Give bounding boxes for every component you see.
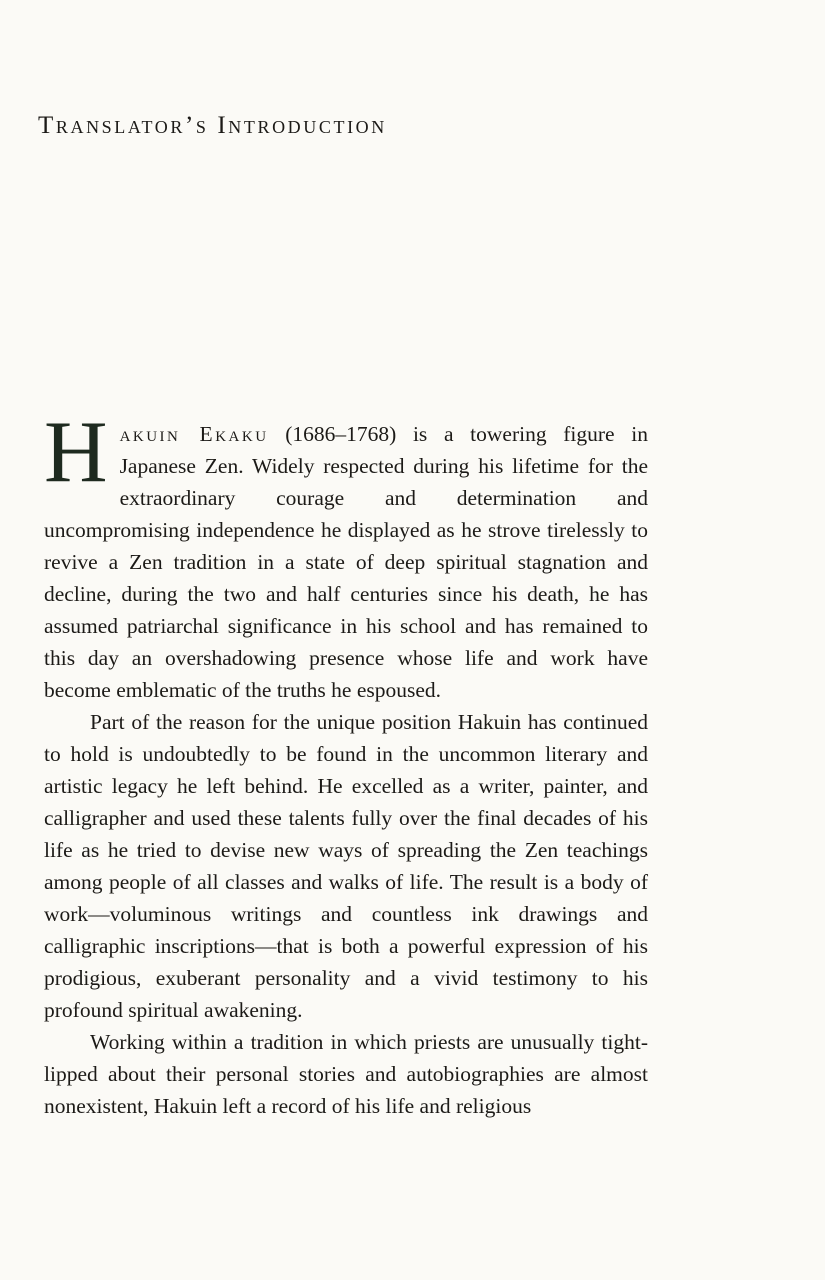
paragraph-2: Part of the reason for the unique position Hakuin has continued to hold is undoubtedly to be found in the uncommon literary and artistic legacy he left behind. He excelled as a writer, painter, and calligrapher and used these talents fully over the final decades of his life as he tried to devise new ways of spreading the Zen teachings among people of all classes and walks of life. The result is a body of work—voluminous writings and countless ink drawings and calligraphic inscriptions—that is both a powerful expression of his prodigious, exuberant personality and a vivid testimony to his profound spiritual awakening. [44, 710, 648, 1022]
paragraph-1-text: (1686–1768) is a towering figure in Japanese Zen. Widely respected during his lifetime for the extraordinary courage and determination and uncompromising independence he displayed as he strove tirelessly to revive a Zen tradition in a state of deep spiritual stagnation and decline, during the two and half centuries since his death, he has assumed patriarchal significance in his school and has remained to this day an overshadowing presence whose life and work have become emblematic of the truths he espoused. [44, 422, 648, 702]
drop-cap: H [44, 404, 108, 501]
paragraph-3: Working within a tradition in which priests are unusually tight-lipped about their personal stories and autobiographies are almost nonexistent, Hakuin left a record of his life and religious [44, 1030, 648, 1118]
chapter-title: Translator’s Introduction [38, 112, 387, 139]
paragraph-1 [44, 404, 648, 706]
body-text [44, 404, 648, 1122]
lead-name: akuin Ekaku [119, 422, 269, 446]
